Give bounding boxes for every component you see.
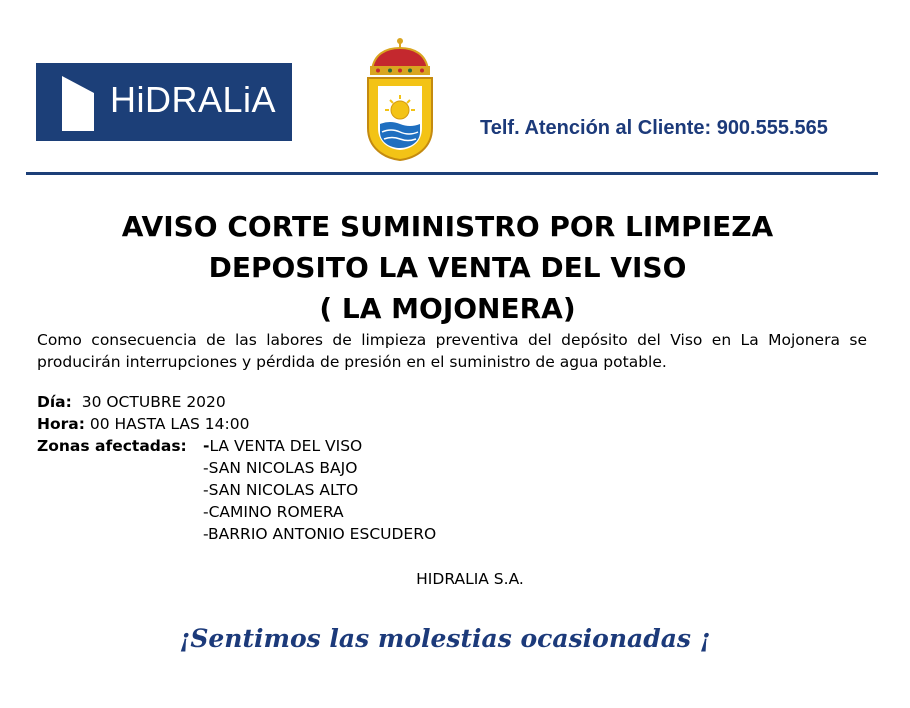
zones-label: Zonas afectadas: <box>37 437 187 455</box>
notice-title <box>0 206 895 329</box>
zone-item: -SAN NICOLAS ALTO <box>203 481 359 499</box>
zone-item: -SAN NICOLAS BAJO <box>203 459 358 477</box>
hidralia-logo <box>36 63 292 141</box>
affected-zones-list <box>203 435 436 545</box>
zone-item: -CAMINO ROMERA <box>203 503 344 521</box>
zone-item: -BARRIO ANTONIO ESCUDERO <box>203 525 437 543</box>
date-row <box>37 391 226 413</box>
time-row <box>37 413 249 435</box>
municipal-crest-icon <box>362 36 438 162</box>
hidralia-logo-mark-icon <box>62 76 94 131</box>
notice-title-line: ( LA MOJONERA) <box>319 292 576 325</box>
zone-item: -LA VENTA DEL VISO <box>203 437 363 455</box>
date-value: 30 OCTUBRE 2020 <box>81 393 226 411</box>
notice-title-line: DEPOSITO LA VENTA DEL VISO <box>208 251 687 284</box>
company-signature: HIDRALIA S.A. <box>416 570 524 588</box>
date-label: Día: <box>37 393 72 411</box>
header-divider <box>26 172 878 175</box>
apology-message: ¡Sentimos las molestias ocasionadas ¡ <box>179 624 711 653</box>
notice-title-line: AVISO CORTE SUMINISTRO POR LIMPIEZA <box>121 210 774 243</box>
time-label: Hora: <box>37 415 85 433</box>
customer-service-phone: Telf. Atención al Cliente: 900.555.565 <box>480 117 828 139</box>
hidralia-logo-text: HiDRALiA <box>110 79 277 120</box>
time-value: 00 HASTA LAS 14:00 <box>89 415 250 433</box>
notice-intro: Como consecuencia de las labores de limpieza preventiva del depósito del Viso en La Mojonera se producirán interrupciones y pérdida de presión en el suministro de agua potable. <box>37 331 867 371</box>
